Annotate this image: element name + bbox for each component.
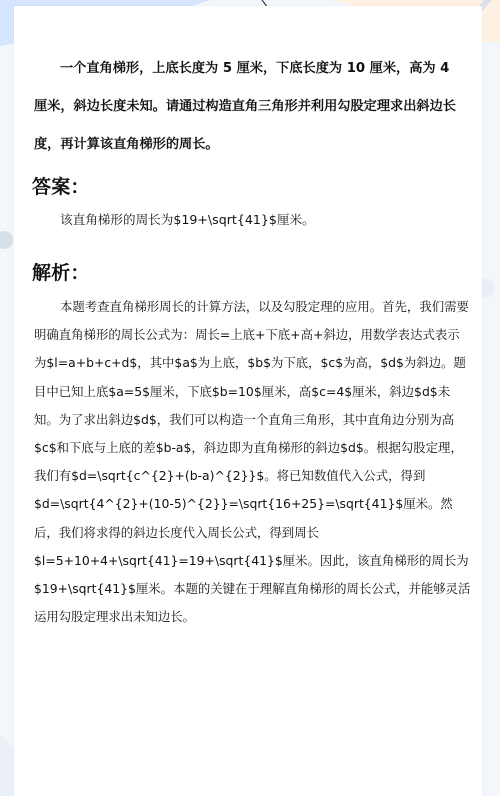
content-card [14, 6, 482, 796]
question-content: 一个直角梯形，上底长度为 5 厘米，下底长度为 10 厘米，高为 4 厘米，斜边长度未知。请通过构造直角三角形并利用勾股定理求出斜边长度，再计算该直角梯形的周长。 [34, 61, 456, 152]
answer-title: 答案： [32, 176, 90, 198]
left-mid-circle [0, 231, 13, 249]
analysis-content: 本题考查直角梯形周长的计算方法，以及勾股定理的应用。首先，我们需要明确直角梯形的周长公式为：周长=上底+下底+高+斜边，用数学表达式表示为$l=a+b+c+d$，其中$a$为上底，$b$为下底，$c$为高，$d$为斜边。题目中已知上底$a=5$厘米，下底$b=10$厘米，高$c=4$厘米，斜边$d$未知。为了求出斜边$d$，我们可以构造一个直角三角形，其中直角边分别为高$c$和下底与上底的差$b-a$，斜边即为直角梯形的斜边$d$。根据勾股定理，我们有$d=\sqrt{c^{2}+(b-a)^{2}}$。将已知数值代入公式，得到$d=\sqrt{4^{2}+(10-5)^{2}}=\sqrt{16+25}=\sqrt{41}$厘米。然后，我们将求得的斜边长度代入周长公式，得到周长$l=5+10+4+\sqrt{41}=19+\sqrt{41}$厘米。因此，该直角梯形的周长为$19+\sqrt{41}$厘米。本题的关键在于理解直角梯形的周长公式，并能够灵活运用勾股定理求出未知边长。 [34, 299, 471, 625]
question-text [34, 50, 464, 164]
analysis-text [34, 293, 472, 631]
answer-content: 该直角梯形的周长为$19+\sqrt{41}$厘米。 [60, 212, 315, 227]
analysis-title: 解析： [32, 262, 90, 284]
answer-text [34, 209, 464, 231]
